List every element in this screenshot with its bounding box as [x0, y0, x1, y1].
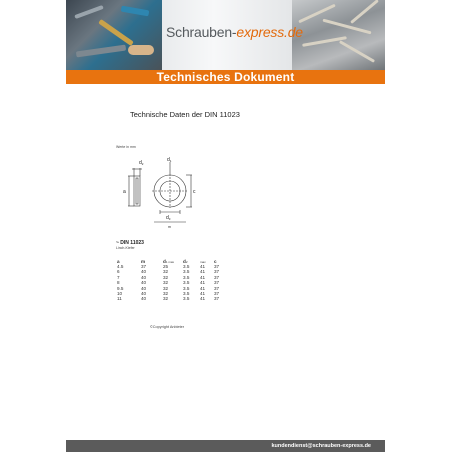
standard-subtitle: Linch-Kiefer [116, 246, 135, 250]
table-row: 4.5 37 25 3.5 41 37 [117, 264, 220, 269]
document-type-bar [66, 70, 385, 84]
screws-photo [292, 0, 385, 70]
header-banner [66, 0, 385, 84]
table-row: 11 40 32 3.5 41 37 [117, 296, 220, 302]
table-row: 6 40 32 3.5 41 37 [117, 269, 220, 275]
logo-text-part1: Schrauben- [166, 24, 237, 40]
support-email-link[interactable]: kundendienst@schrauben-express.de [271, 443, 371, 449]
document-type-label: Technisches Dokument [156, 70, 295, 84]
technical-drawing [120, 152, 210, 232]
side-view-inner [136, 178, 138, 204]
col-a: a [117, 258, 120, 264]
logo-text-part2: express.de [236, 24, 303, 40]
standard-label: ~ DIN 11023 [116, 240, 144, 246]
table-row: 8 40 32 3.5 41 37 [117, 280, 220, 286]
footer-bar [66, 440, 385, 452]
copyright-note: ©Copyright Anbieter [150, 325, 185, 329]
table-row: 7 40 32 3.5 41 37 [117, 274, 220, 280]
col-d1: d1 max [163, 258, 174, 264]
table-row: 10 40 32 3.5 41 37 [117, 291, 220, 297]
col-max: max [200, 259, 206, 264]
brand-logo[interactable] [166, 24, 303, 40]
units-note: Werte in mm [116, 145, 136, 149]
label-c: c [193, 189, 196, 195]
spec-table [117, 258, 228, 302]
label-a: a [123, 189, 126, 195]
label-m: m [168, 225, 171, 229]
tools-photo [66, 0, 162, 70]
label-d1: $d_1$ [167, 157, 172, 163]
table-row: 9.5 40 32 3.5 41 37 [117, 285, 220, 291]
label-d2: $d_2$ [139, 160, 144, 166]
col-d2: d2 [183, 258, 188, 264]
col-c: c [214, 258, 217, 264]
col-m: m [141, 258, 146, 264]
document-title: Technische Daten der DIN 11023 [130, 110, 240, 119]
side-view-outer [134, 176, 140, 206]
label-d3: $d_3$ [166, 215, 171, 221]
